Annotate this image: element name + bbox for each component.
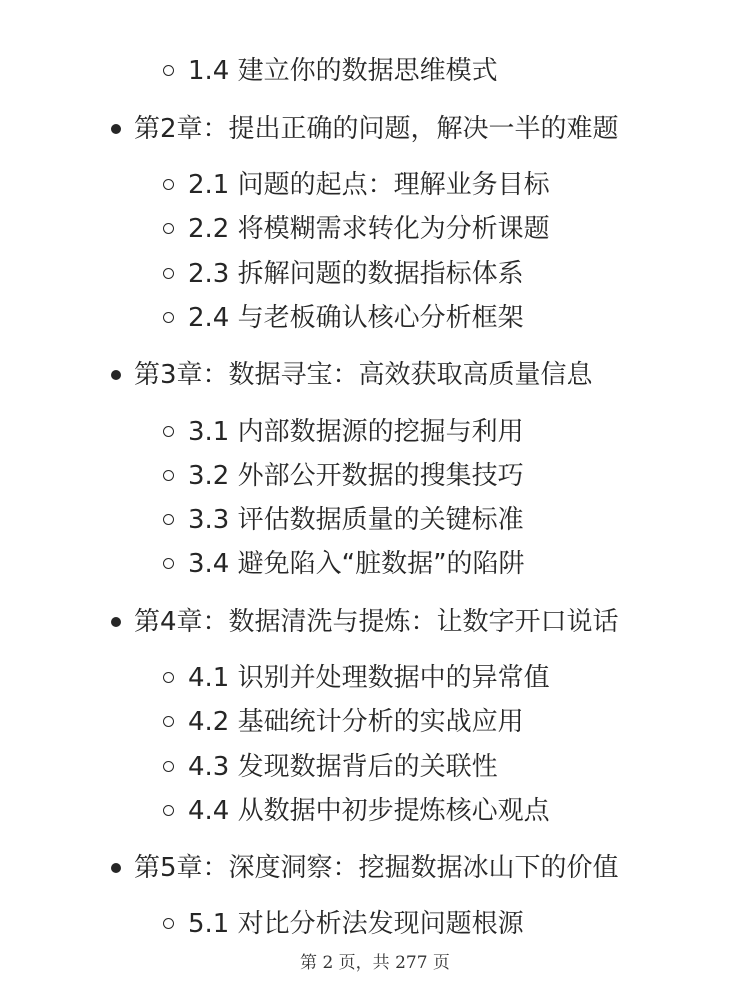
toc-section-text: 3.2 外部公开数据的搜集技巧: [188, 461, 524, 491]
hollow-bullet-icon: [163, 312, 174, 323]
toc-section-text: 4.2 基础统计分析的实战应用: [188, 707, 524, 737]
hollow-bullet-icon: [163, 761, 174, 772]
hollow-bullet-icon: [163, 65, 174, 76]
toc-section-text: 5.1 对比分析法发现问题根源: [188, 909, 524, 939]
toc-section-text: 2.4 与老板确认核心分析框架: [188, 303, 524, 333]
toc-chapter-text: 第3章：数据寻宝：高效获取高质量信息: [134, 360, 593, 390]
toc-chapter-text: 第4章：数据清洗与提炼：让数字开口说话: [134, 607, 619, 637]
filled-bullet-icon: [111, 370, 121, 380]
toc-section-text: 2.2 将模糊需求转化为分析课题: [188, 214, 550, 244]
filled-bullet-icon: [111, 124, 121, 134]
hollow-bullet-icon: [163, 268, 174, 279]
toc-section-text: 2.3 拆解问题的数据指标体系: [188, 259, 524, 289]
toc-section-text: 1.4 建立你的数据思维模式: [188, 56, 498, 86]
hollow-bullet-icon: [163, 716, 174, 727]
toc-section-text: 3.1 内部数据源的挖掘与利用: [188, 417, 524, 447]
toc-chapter-text: 第5章：深度洞察：挖掘数据冰山下的价值: [134, 853, 619, 883]
toc-section-text: 4.4 从数据中初步提炼核心观点: [188, 796, 550, 826]
hollow-bullet-icon: [163, 805, 174, 816]
toc-section-text: 4.1 识别并处理数据中的异常值: [188, 663, 550, 693]
filled-bullet-icon: [111, 863, 121, 873]
hollow-bullet-icon: [163, 514, 174, 525]
hollow-bullet-icon: [163, 672, 174, 683]
toc-section-text: 3.4 避免陷入“脏数据”的陷阱: [188, 549, 525, 579]
toc-section-text: 3.3 评估数据质量的关键标准: [188, 505, 524, 535]
hollow-bullet-icon: [163, 470, 174, 481]
hollow-bullet-icon: [163, 223, 174, 234]
hollow-bullet-icon: [163, 558, 174, 569]
toc-chapter-text: 第2章：提出正确的问题，解决一半的难题: [134, 114, 619, 144]
hollow-bullet-icon: [163, 918, 174, 929]
toc-section-text: 2.1 问题的起点：理解业务目标: [188, 170, 550, 200]
filled-bullet-icon: [111, 617, 121, 627]
toc-section-text: 4.3 发现数据背后的关联性: [188, 752, 498, 782]
hollow-bullet-icon: [163, 426, 174, 437]
page-number-footer: 第 2 页，共 277 页: [300, 953, 450, 973]
hollow-bullet-icon: [163, 179, 174, 190]
